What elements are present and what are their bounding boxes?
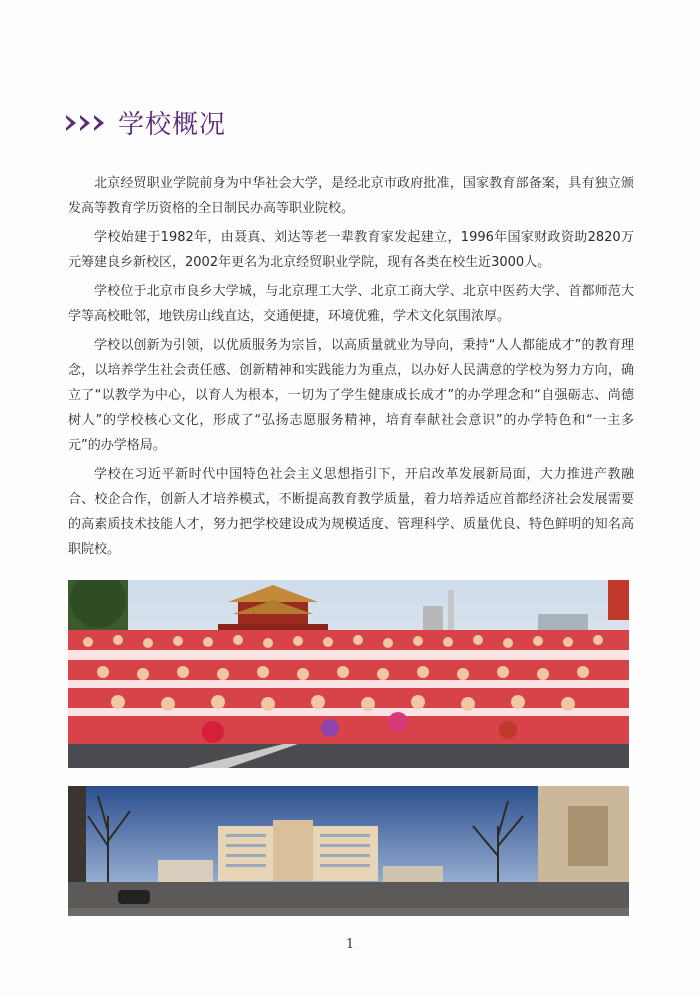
paragraph: 学校始建于1982年，由聂真、刘达等老一辈教育家发起建立，1996年国家财政资助2820万元筹建良乡新校区，2002年更名为北京经贸职业学院，现有各类在校生近3000人。 [68,230,634,270]
section-heading [66,104,226,141]
campus-photo [68,786,629,916]
chevron-right-icon [66,115,108,131]
paragraph: 北京经贸职业学院前身为中华社会大学，是经北京市政府批准，国家教育部备案，具有独立颁发高等教育学历资格的全日制民办高等职业院校。 [68,176,634,216]
paragraph: 学校以创新为引领，以优质服务为宗旨，以高质量就业为导向，秉持“人人都能成才”的教育理念，以培养学生社会责任感、创新精神和实践能力为重点，以办好人民满意的学校为努力方向，确立了“以教学为中心，以育人为根本，一切为了学生健康成长成才”的办学理念和“自强砺志、尚德树人”的学校核心文化，形成了“弘扬志愿服务精神，培育奉献社会意识”的办学特色和“一主多元”的办学格局。 [68,338,634,453]
body-text [68,171,634,566]
page-title: 学校概况 [118,110,227,140]
group-photo [68,580,629,768]
page-number: 1 [345,937,355,952]
paragraph: 学校位于北京市良乡大学城，与北京理工大学、北京工商大学、北京中医药大学、首都师范大学等高校毗邻，地铁房山线直达，交通便捷，环境优雅，学术文化氛围浓厚。 [68,284,634,324]
paragraph: 学校在习近平新时代中国特色社会主义思想指引下，开启改革发展新局面，大力推进产教融合、校企合作，创新人才培养模式，不断提高教育教学质量，着力培养适应首都经济社会发展需要的高素质技术技能人才，努力把学校建设成为规模适度、管理科学、质量优良、特色鲜明的知名高职院校。 [68,467,634,557]
